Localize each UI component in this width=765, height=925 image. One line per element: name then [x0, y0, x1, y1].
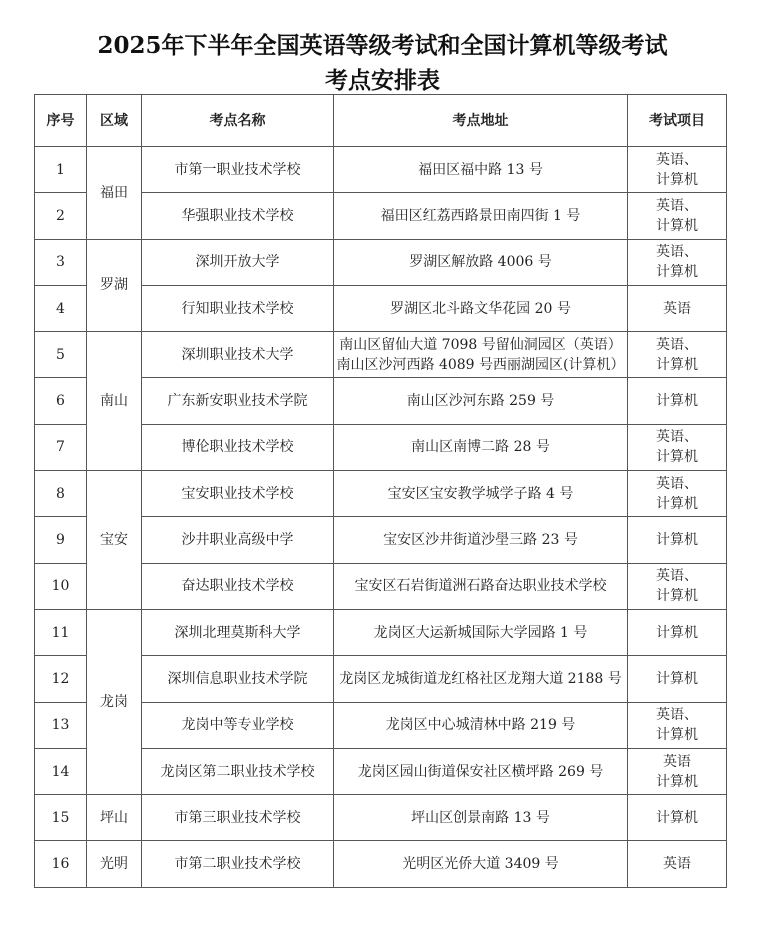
table-row — [35, 239, 727, 285]
cell-region: 南山 — [87, 332, 142, 471]
header-exam-items: 考试项目 — [628, 95, 727, 147]
cell-exam-items — [628, 702, 727, 748]
exam-item: 英语、 — [656, 707, 698, 724]
cell-site-address — [334, 193, 628, 239]
cell-exam-items — [628, 332, 727, 378]
cell-serial-number: 2 — [35, 193, 87, 239]
cell-region: 坪山 — [87, 795, 142, 841]
document-title-line1: 2025年下半年全国英语等级考试和全国计算机等级考试 — [97, 32, 668, 59]
table-row — [35, 471, 727, 517]
cell-site-name: 华强职业技术学校 — [142, 193, 334, 239]
table-header-row — [35, 95, 727, 147]
cell-exam-items — [628, 841, 727, 887]
cell-site-name: 龙岗中等专业学校 — [142, 702, 334, 748]
table-row — [35, 609, 727, 655]
exam-item: 计算机 — [656, 773, 698, 790]
exam-item: 英语、 — [656, 244, 698, 261]
address-line: 罗湖区北斗路文华花园 20 号 — [390, 300, 571, 317]
cell-site-name: 市第一职业技术学校 — [142, 147, 334, 193]
exam-item: 英语、 — [656, 568, 698, 585]
header-site-address: 考点地址 — [334, 95, 628, 147]
cell-site-address — [334, 378, 628, 424]
exam-item: 计算机 — [656, 809, 698, 826]
cell-region: 罗湖 — [87, 239, 142, 332]
cell-serial-number: 15 — [35, 795, 87, 841]
cell-site-name: 行知职业技术学校 — [142, 285, 334, 331]
cell-site-name: 博伦职业技术学校 — [142, 424, 334, 470]
address-line: 龙岗区龙城街道龙红格社区龙翔大道 2188 号 — [339, 670, 622, 687]
exam-item: 计算机 — [656, 449, 698, 466]
address-line: 宝安区石岩街道洲石路奋达职业技术学校 — [354, 578, 607, 595]
cell-site-address — [334, 332, 628, 378]
document-title-line2: 考点安排表 — [325, 67, 440, 94]
cell-serial-number: 8 — [35, 471, 87, 517]
cell-exam-items — [628, 378, 727, 424]
exam-item: 计算机 — [656, 264, 698, 281]
address-line: 宝安区宝安教学城学子路 4 号 — [387, 485, 574, 502]
exam-item: 英语、 — [656, 151, 698, 168]
address-line: 龙岗区园山街道保安社区横坪路 269 号 — [357, 763, 604, 780]
cell-site-address — [334, 841, 628, 887]
cell-serial-number: 7 — [35, 424, 87, 470]
address-line: 福田区福中路 13 号 — [418, 161, 543, 178]
cell-site-address — [334, 424, 628, 470]
exam-item: 英语、 — [656, 429, 698, 446]
exam-item: 英语 — [663, 856, 691, 873]
exam-item: 计算机 — [656, 532, 698, 549]
cell-region: 龙岗 — [87, 609, 142, 794]
cell-site-address — [334, 517, 628, 563]
cell-exam-items — [628, 656, 727, 702]
address-line: 南山区沙河西路 4089 号西丽湖园区(计算机） — [336, 356, 625, 373]
address-line: 南山区沙河东路 259 号 — [406, 393, 555, 410]
cell-site-name: 深圳职业技术大学 — [142, 332, 334, 378]
cell-exam-items — [628, 609, 727, 655]
cell-site-address — [334, 285, 628, 331]
cell-site-address — [334, 795, 628, 841]
cell-exam-items — [628, 517, 727, 563]
address-line: 南山区南博二路 28 号 — [411, 439, 550, 456]
cell-exam-items — [628, 147, 727, 193]
address-line: 宝安区沙井街道沙壆三路 23 号 — [383, 532, 578, 549]
exam-item: 计算机 — [656, 624, 698, 641]
cell-serial-number: 6 — [35, 378, 87, 424]
exam-item: 计算机 — [656, 171, 698, 188]
cell-region: 福田 — [87, 147, 142, 240]
header-serial-number: 序号 — [35, 95, 87, 147]
cell-serial-number: 4 — [35, 285, 87, 331]
cell-site-name: 广东新安职业技术学院 — [142, 378, 334, 424]
cell-site-name: 龙岗区第二职业技术学校 — [142, 748, 334, 794]
address-line: 罗湖区解放路 4006 号 — [409, 254, 552, 271]
cell-site-name: 深圳北理莫斯科大学 — [142, 609, 334, 655]
address-line: 坪山区创景南路 13 号 — [411, 809, 550, 826]
header-site-name: 考点名称 — [142, 95, 334, 147]
cell-serial-number: 1 — [35, 147, 87, 193]
cell-site-name: 深圳信息职业技术学院 — [142, 656, 334, 702]
table-row — [35, 332, 727, 378]
exam-item: 计算机 — [656, 727, 698, 744]
exam-item: 计算机 — [656, 588, 698, 605]
cell-site-name: 奋达职业技术学校 — [142, 563, 334, 609]
cell-site-name: 宝安职业技术学校 — [142, 471, 334, 517]
header-region: 区域 — [87, 95, 142, 147]
cell-site-address — [334, 609, 628, 655]
cell-site-address — [334, 147, 628, 193]
cell-exam-items — [628, 239, 727, 285]
cell-serial-number: 11 — [35, 609, 87, 655]
cell-serial-number: 5 — [35, 332, 87, 378]
address-line: 南山区留仙大道 7098 号留仙洞园区（英语） — [339, 336, 622, 353]
cell-serial-number: 3 — [35, 239, 87, 285]
address-line: 福田区红荔西路景田南四街 1 号 — [380, 207, 581, 224]
cell-exam-items — [628, 563, 727, 609]
cell-site-address — [334, 656, 628, 702]
cell-exam-items — [628, 193, 727, 239]
table-row — [35, 147, 727, 193]
exam-item: 计算机 — [656, 670, 698, 687]
exam-item: 英语 — [663, 753, 691, 770]
exam-item: 计算机 — [656, 393, 698, 410]
cell-serial-number: 13 — [35, 702, 87, 748]
cell-exam-items — [628, 285, 727, 331]
cell-region: 宝安 — [87, 471, 142, 610]
cell-site-address — [334, 702, 628, 748]
cell-site-name: 市第三职业技术学校 — [142, 795, 334, 841]
exam-item: 英语、 — [656, 475, 698, 492]
exam-site-table — [34, 94, 727, 888]
exam-item: 计算机 — [656, 356, 698, 373]
cell-serial-number: 10 — [35, 563, 87, 609]
cell-region: 光明 — [87, 841, 142, 887]
address-line: 光明区光侨大道 3409 号 — [402, 856, 559, 873]
address-line: 龙岗区中心城清林中路 219 号 — [385, 717, 576, 734]
address-line: 龙岗区大运新城国际大学园路 1 号 — [373, 624, 588, 641]
cell-site-name: 沙井职业高级中学 — [142, 517, 334, 563]
cell-serial-number: 14 — [35, 748, 87, 794]
cell-serial-number: 16 — [35, 841, 87, 887]
cell-exam-items — [628, 748, 727, 794]
cell-site-address — [334, 239, 628, 285]
cell-site-name: 市第二职业技术学校 — [142, 841, 334, 887]
cell-site-address — [334, 563, 628, 609]
exam-item: 英语、 — [656, 336, 698, 353]
table-row — [35, 795, 727, 841]
cell-exam-items — [628, 471, 727, 517]
exam-item: 计算机 — [656, 495, 698, 512]
cell-site-address — [334, 748, 628, 794]
cell-serial-number: 12 — [35, 656, 87, 702]
cell-exam-items — [628, 795, 727, 841]
cell-serial-number: 9 — [35, 517, 87, 563]
cell-site-address — [334, 471, 628, 517]
cell-exam-items — [628, 424, 727, 470]
exam-item: 英语 — [663, 300, 691, 317]
table-row — [35, 841, 727, 887]
cell-site-name: 深圳开放大学 — [142, 239, 334, 285]
exam-item: 计算机 — [656, 217, 698, 234]
exam-item: 英语、 — [656, 197, 698, 214]
